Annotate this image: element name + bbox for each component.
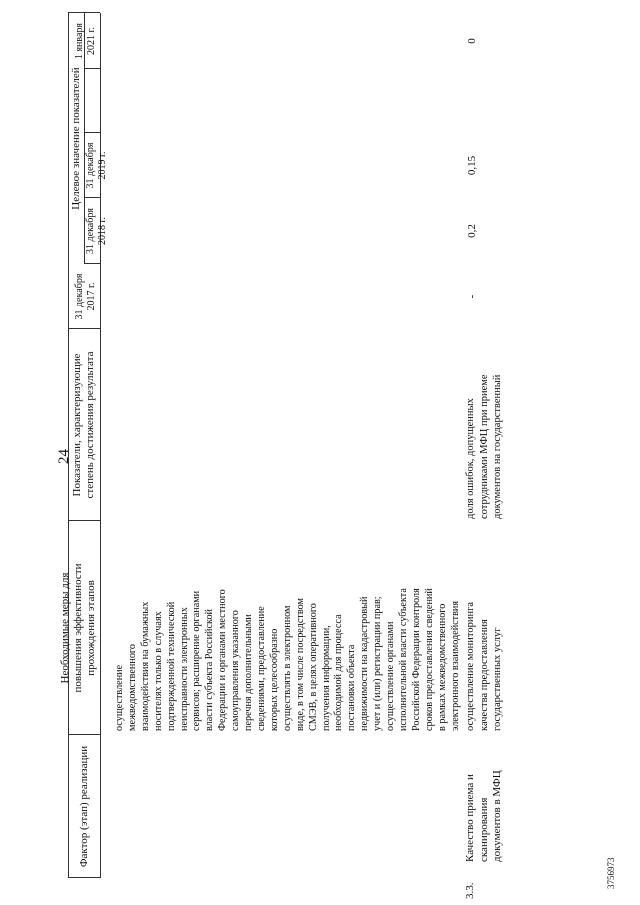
page-number: 24: [56, 449, 72, 464]
measures-line: неисправности электронных: [178, 607, 190, 731]
measures-line: Российской Федерации контроля: [410, 588, 422, 731]
measures-line: виде, в том числе посредством: [294, 598, 306, 731]
measures-line: необходимой для процесса: [333, 614, 345, 731]
header-measures-line: Необходимые меры для: [59, 572, 71, 684]
row-factor-line: документов в МФЦ: [491, 770, 503, 862]
row-indicators: [464, 329, 505, 519]
header-measures-line: повышения эффективности: [72, 563, 84, 693]
measures-line: осуществлять в электронном: [281, 605, 293, 731]
header-col-2021-line: 2021 г.: [86, 27, 97, 55]
header-col-2018-line: 2018 г.: [97, 217, 108, 245]
measures-line: подтвержденной технической: [165, 601, 177, 731]
measures-line: электронного взаимодействия: [449, 600, 461, 731]
row-factor-line: сканирования: [477, 797, 490, 862]
row-indicators-line: документов на государственный: [492, 374, 503, 519]
measures-line: перечня дополнительными: [243, 614, 255, 731]
row-number: 3.3.: [464, 882, 476, 899]
header-col-2019-line: 31 декабря: [85, 142, 96, 189]
header-measures: [59, 521, 98, 735]
measures-line: учет и (или) регистрации прав;: [372, 596, 384, 731]
row-measures-line: государственных услуг: [492, 627, 503, 731]
row-factor-line: Качество приема и: [464, 774, 476, 862]
measures-line: постановки объекта: [346, 644, 358, 731]
header-col-2021-line: 1 января: [74, 22, 85, 60]
measures-line: которых целесообразно: [268, 628, 280, 731]
measures-line: самоуправления указанного: [230, 610, 242, 731]
row-value-2019: 0,15: [466, 155, 478, 176]
header-indicators: [71, 329, 97, 521]
row-measures-line: осуществление мониторинга: [465, 601, 476, 731]
measures-line: получения информации,: [320, 625, 332, 731]
table-top-border: [68, 13, 69, 878]
header-col-2021: [74, 13, 98, 69]
row-indicators-line: доля ошибок, допущенных: [465, 398, 476, 519]
measures-line: СМЭВ, в целях оперативного: [307, 603, 319, 731]
row-value-2021: 0: [466, 38, 478, 44]
measures-line: сроков предоставления сведений: [423, 588, 435, 731]
header-col-2017-line: 2017 г.: [86, 282, 97, 311]
measures-continuation: [114, 521, 462, 731]
row-indicators-line: сотрудниками МФЦ при приеме: [478, 374, 490, 519]
measures-line: власти субъекта Российской: [204, 609, 216, 731]
measures-line: межведомственного: [126, 644, 138, 731]
measures-line: сведениями, предоставление: [255, 606, 267, 731]
header-indicators-line: Показатели, характеризующие: [71, 353, 83, 497]
document-code: 3756973: [606, 857, 616, 889]
row-measures: [464, 521, 505, 731]
measures-line: в рамках межведомственного: [436, 603, 448, 731]
header-col-2018: [85, 198, 109, 264]
measures-line: осуществление органами: [385, 621, 397, 731]
row-measures-line: качества предоставления: [478, 619, 490, 731]
header-measures-line: прохождения этапов: [85, 580, 97, 676]
measures-line: взаимодействия на бумажных: [139, 601, 151, 731]
measures-line: исполнительной власти субъекта: [397, 588, 409, 731]
row-value-2017: -: [466, 294, 478, 299]
header-col-2019-line: 2019 г.: [97, 151, 108, 180]
header-target-group: Целевое значение показателей: [70, 67, 82, 210]
row-factor: [464, 737, 505, 862]
measures-line: носителях только в случаях: [152, 611, 164, 731]
header-factor: Фактор (этап) реализации: [78, 745, 90, 868]
header-col-2017-line: 31 декабря: [74, 273, 85, 320]
measures-line: Федерации и органами местного: [217, 589, 229, 731]
measures-line: осуществление: [114, 664, 125, 731]
header-col-2019: [85, 133, 109, 198]
header-col-2017: [74, 264, 98, 329]
row-value-2018: 0,2: [466, 224, 478, 238]
header-indicators-line: степень достижения результата: [84, 351, 96, 499]
measures-line: сервисов; расширение органами: [191, 590, 203, 731]
measures-line: недвижимости на кадастровый: [359, 596, 371, 731]
header-col-2018-line: 31 декабря: [85, 208, 96, 254]
